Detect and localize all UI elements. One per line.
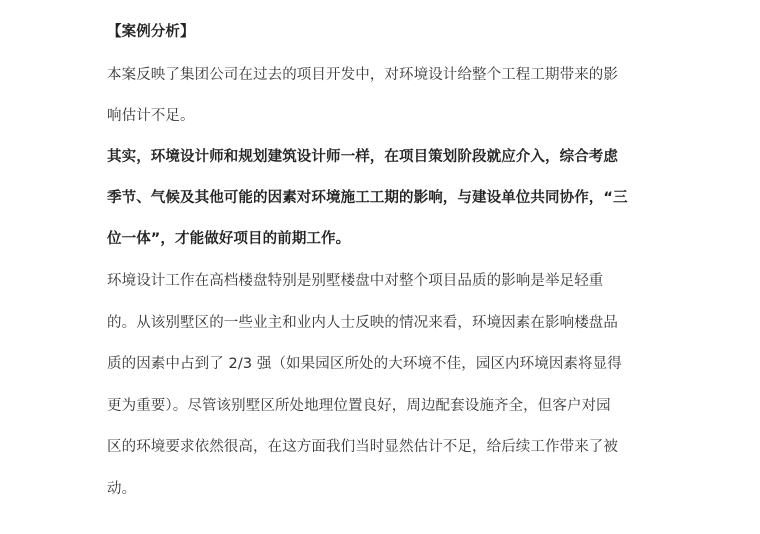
paragraph-3-line-4: 更为重要）。尽管该别墅区所处地理位置良好，周边配套设施齐全，但客户对园 xyxy=(107,398,611,414)
paragraph-2-line-2: 季节、气候及其他可能的因素对环境施工工期的影响，与建设单位共同协作，“三 xyxy=(107,190,628,206)
paragraph-1-line-2: 响估计不足。 xyxy=(107,108,195,124)
section-heading: 【案例分析】 xyxy=(107,24,195,40)
paragraph-3-line-6: 动。 xyxy=(107,481,137,497)
paragraph-1-line-1: 本案反映了集团公司在过去的项目开发中，对环境设计给整个工程工期带来的影 xyxy=(107,67,618,83)
paragraph-3-line-1: 环境设计工作在高档楼盘特别是别墅楼盘中对整个项目品质的影响是举足轻重 xyxy=(107,273,604,289)
paragraph-2-line-1: 其实，环境设计师和规划建筑设计师一样，在项目策划阶段就应介入，综合考虑 xyxy=(107,149,618,165)
paragraph-3-line-2: 的。从该别墅区的一些业主和业内人士反映的情况来看，环境因素在影响楼盘品 xyxy=(107,315,618,331)
paragraph-3-line-5: 区的环境要求依然很高，在这方面我们当时显然估计不足，给后续工作带来了被 xyxy=(107,439,618,455)
paragraph-3-line-3: 质的因素中占到了 2/3 强（如果园区所处的大环境不佳，园区内环境因素将显得 xyxy=(107,356,622,372)
paragraph-2-line-3: 位一体”，才能做好项目的前期工作。 xyxy=(107,231,351,247)
